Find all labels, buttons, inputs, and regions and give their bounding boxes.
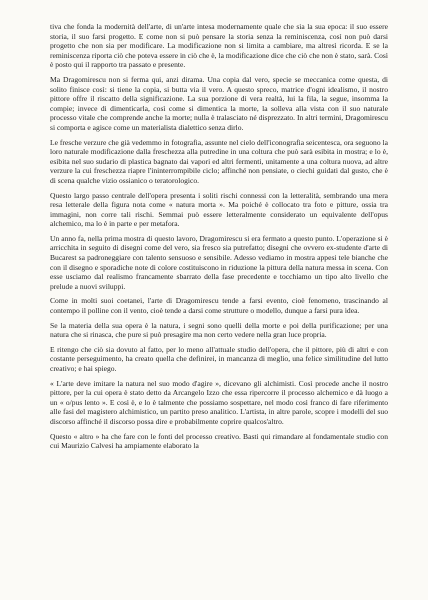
- paragraph-2: Ma Dragomirescu non si ferma qui, anzi dirama. Una copia dal vero, specie se meccanica come questa, di solito finisce così: si tiene la copia, si butta via il vero. A questo spreco, matrice d'ogni idealismo, il nostro pittore offre il riscatto della significazione. La sua porzione di vera realtà, lui la fila, la segue, insomma la compie; invece di dimenticarla, così come si dimentica la morte, la solleva alla vista con il suo naturale processo vitale che comprende anche la morte; nulla è tralasciato né disprezzato. In altri termini, Dragomirescu si comporta e agisce come un materialista dialettico senza dirlo.: [50, 74, 388, 132]
- paragraph-10: Questo « altro » ha che fare con le fonti del processo creativo. Basti qui rimandare al fondamentale studio con cui Maurizio Calvesi ha ampiamente elaborato la: [50, 431, 388, 451]
- paragraph-7: Se la materia della sua opera è la natura, i segni sono quelli della morte e poi della purificazione; per una natura che si rinasca, che pure si può presagire ma non certo vedere nella gran luce propria.: [50, 320, 388, 340]
- paragraph-6: Come in molti suoi coetanei, l'arte di Dragomirescu tende a farsi evento, cioè fenomeno, trascinando al contempo il polline con il vento, cioè tende a darsi come strutture o modello, dunque a farsi pura idea.: [50, 296, 388, 316]
- paragraph-8: E ritengo che ciò sia dovuto al fatto, per lo meno all'attuale studio dell'opera, che il pittore, più di altri e con costante perseguimento, ha creato quella che definirei, in mancanza di meglio, una felice similitudine del lutto creativo; e hai spiego.: [50, 344, 388, 373]
- paragraph-3: Le fresche verzure che già vedemmo in fotografia, assunte nel cielo dell'iconografia seicentesca, ora seguono la loro naturale modificazione dalla freschezza alla putredine in una coltura che può sarà esibita in mostra; e lo è, esibita nel suo sudario di plastica bagnato dai vapori ed altri fermenti, unitamente a una coltura nuova, ad altre verzure la cui freschezza riapre l'ininterrompibile ciclo; affinché non pensiate, o ciechi guidati dal gusto, che è di scena qualche vizio ossianico o teratorologico.: [50, 137, 388, 185]
- paragraph-5: Un anno fa, nella prima mostra di questo lavoro, Dragomirescu si era fermato a questo punto. L'operazione si è arricchita in seguito di disegni come del vero, sia fresco sia putrefatto; disegni che ovvero ex-studente d'arte di Bucarest sa padroneggiare con talento sensuoso e sensibile. Adesso vediamo in mostra appesi tele bianche che con il disegno e sporadiche note di colore costituiscono in riduzione la pittura della natura messa in scena. Con esse usciamo dal realismo francamente sbarrato della fase precedente e tocchiamo un tipo alto livello che prelude a nuovi sviluppi.: [50, 233, 388, 291]
- paragraph-1: tiva che fonda la modernità dell'arte, di un'arte intesa modernamente quale che sia la sua epoca: il suo essere storia, il suo farsi progetto. E come non si può pensare la storia senza la reminiscenza, così non può darsi progetto che non sia per modificare. La modificazione non si limita a cambiare, ma altresì ricorda. E se la reminiscenza riporta ciò che poteva essere in ciò che è, la modificazione dice che ciò che non è stato, sarà. Così è posto qui il rapporto tra passato e presente.: [50, 22, 388, 70]
- paragraph-4: Questo largo passo centrale dell'opera presenta i soliti rischi connessi con la letteralità, sembrando una mera resa letterale della figura nota come « natura morta ». Ma poiché è collocato tra foto e pitture, ossia tra immagini, non corre tali rischi. Semmai può essere letteralmente considerato un equivalente dell'opus alchemico, ma lo è in parte e per metafora.: [50, 190, 388, 229]
- paragraph-9: « L'arte deve imitare la natura nel suo modo d'agire », dicevano gli alchimisti. Così procede anche il nostro pittore, per la cui opera è stato detto da Arcangelo Izzo che essa ripercorre il processo alchemico e dà luogo a un « o/pus lento ». E così è, e lo è talmente che possiamo sospettare, nel modo così franco di fare riferimento alle fasi del magistero alchimistico, un partito preso analitico. L'artista, in altre parole, scopre i modelli del suo discorso affinché il discorso possa dire e probabilmente coprire qualcos'altro.: [50, 378, 388, 426]
